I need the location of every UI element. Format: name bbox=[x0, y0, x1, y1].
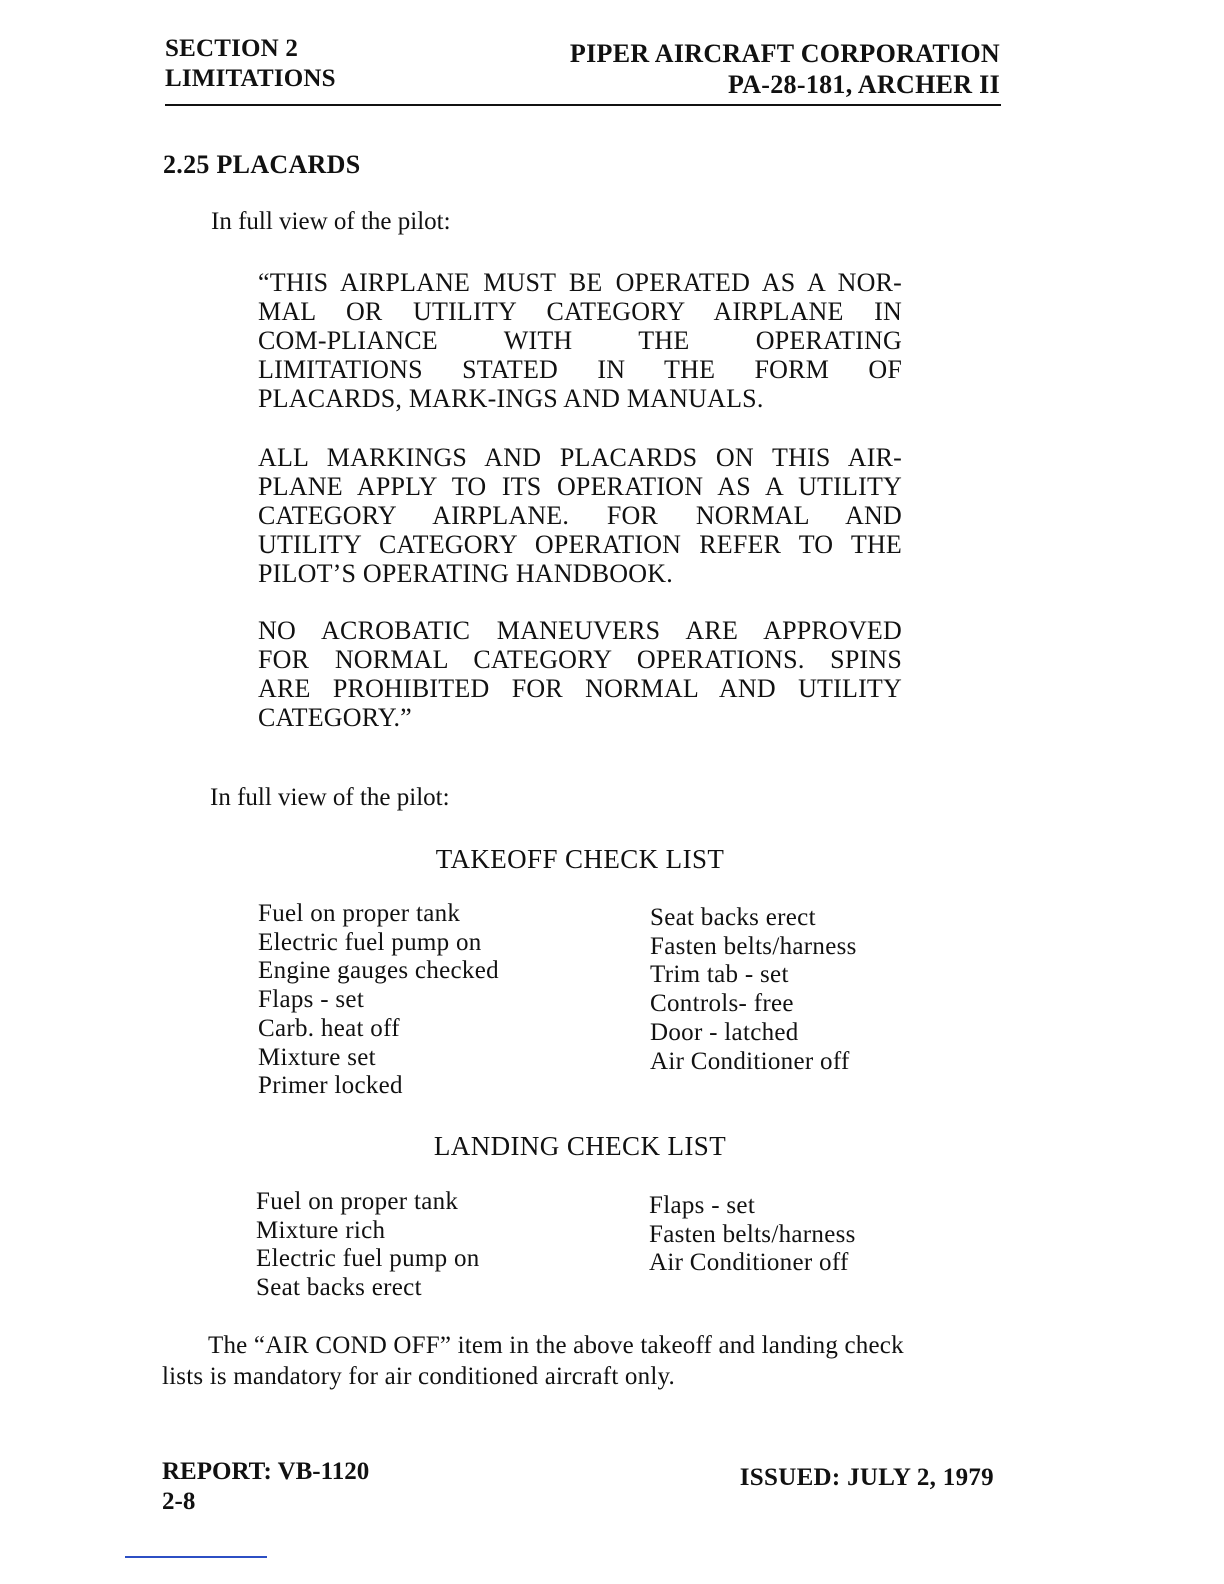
checklist-item: Fuel on proper tank bbox=[256, 1188, 459, 1215]
placard-paragraph-3 bbox=[258, 616, 902, 732]
placard-line: FOR NORMAL CATEGORY OPERATIONS. SPINS bbox=[258, 645, 902, 674]
header-company: PIPER AIRCRAFT CORPORATION bbox=[569, 39, 1000, 68]
checklist-item: Mixture rich bbox=[256, 1216, 386, 1244]
header-model: PA-28-181, ARCHER II bbox=[727, 70, 1000, 99]
header-section-name: LIMITATIONS bbox=[165, 65, 336, 92]
checklist-item: Electric fuel pump on bbox=[256, 1245, 480, 1273]
checklist-item: Air Conditioner off bbox=[650, 1047, 850, 1075]
checklist-item: Engine gauges checked bbox=[258, 957, 499, 985]
checklist-item: Trim tab - set bbox=[650, 961, 789, 989]
placard-paragraph-2 bbox=[258, 443, 902, 588]
takeoff-checklist-right bbox=[650, 904, 857, 1076]
landing-checklist-title: LANDING CHECK LIST bbox=[433, 1131, 727, 1161]
checklist-item: Air Conditioner off bbox=[649, 1249, 849, 1277]
placard-line: “THIS AIRPLANE MUST BE OPERATED AS A NOR- bbox=[258, 268, 902, 297]
placard-line: LIMITATIONS STATED IN THE FORM OF bbox=[258, 355, 902, 384]
running-header-publisher bbox=[540, 38, 1000, 100]
landing-checklist-right bbox=[649, 1192, 856, 1278]
footer-issued-date: ISSUED: JULY 2, 1979 bbox=[739, 1464, 994, 1491]
air-cond-note bbox=[162, 1330, 998, 1392]
report-number: REPORT: VB-1120 bbox=[162, 1458, 370, 1485]
checklist-item: Electric fuel pump on bbox=[258, 928, 482, 956]
takeoff-checklist-title: TAKEOFF CHECK LIST bbox=[435, 844, 725, 874]
note-line: The “AIR COND OFF” item in the above takeoff and landing check bbox=[208, 1332, 904, 1359]
takeoff-checklist-left bbox=[258, 900, 499, 1101]
header-rule bbox=[165, 104, 1001, 106]
checklist-item: Fasten belts/harness bbox=[650, 932, 857, 960]
checklist-item: Seat backs erect bbox=[650, 904, 816, 931]
checklist-item: Controls- free bbox=[650, 990, 794, 1018]
checklist-item: Primer locked bbox=[258, 1072, 403, 1100]
header-section-number: SECTION 2 bbox=[165, 35, 299, 62]
placard-line: UTILITY CATEGORY OPERATION REFER TO THE bbox=[258, 530, 902, 559]
checklist-item: Flaps - set bbox=[258, 986, 365, 1014]
intro-text-1: In full view of the pilot: bbox=[211, 208, 451, 235]
placard-line: PILOT’S OPERATING HANDBOOK. bbox=[258, 559, 673, 588]
landing-checklist-left bbox=[256, 1188, 480, 1303]
section-title: 2.25 PLACARDS bbox=[163, 150, 361, 179]
placard-line: MAL OR UTILITY CATEGORY AIRPLANE IN bbox=[258, 297, 902, 326]
checklist-item: Fasten belts/harness bbox=[649, 1220, 856, 1248]
placard-line: ARE PROHIBITED FOR NORMAL AND UTILITY bbox=[258, 674, 902, 703]
page-number: 2-8 bbox=[162, 1488, 196, 1515]
checklist-item: Flaps - set bbox=[649, 1192, 756, 1219]
placard-line: COM-PLIANCE WITH THE OPERATING bbox=[258, 326, 902, 355]
placard-line: PLANE APPLY TO ITS OPERATION AS A UTILITY bbox=[258, 472, 902, 501]
running-header-section bbox=[165, 34, 336, 94]
placard-line: CATEGORY AIRPLANE. FOR NORMAL AND bbox=[258, 501, 902, 530]
placard-line: PLACARDS, MARK-INGS AND MANUALS. bbox=[258, 384, 764, 413]
scan-edge-mark bbox=[125, 1556, 267, 1558]
intro-text-2: In full view of the pilot: bbox=[210, 784, 450, 811]
note-line: lists is mandatory for air conditioned aircraft only. bbox=[162, 1363, 676, 1390]
placard-line: NO ACROBATIC MANEUVERS ARE APPROVED bbox=[258, 616, 902, 645]
checklist-item: Door - latched bbox=[650, 1018, 799, 1046]
placard-line: CATEGORY.” bbox=[258, 703, 412, 732]
checklist-item: Mixture set bbox=[258, 1043, 376, 1071]
checklist-item: Fuel on proper tank bbox=[258, 900, 461, 927]
checklist-item: Seat backs erect bbox=[256, 1274, 422, 1302]
checklist-item: Carb. heat off bbox=[258, 1014, 400, 1042]
placard-paragraph-1 bbox=[258, 268, 902, 413]
footer-report bbox=[162, 1457, 369, 1517]
placard-line: ALL MARKINGS AND PLACARDS ON THIS AIR- bbox=[258, 443, 902, 472]
